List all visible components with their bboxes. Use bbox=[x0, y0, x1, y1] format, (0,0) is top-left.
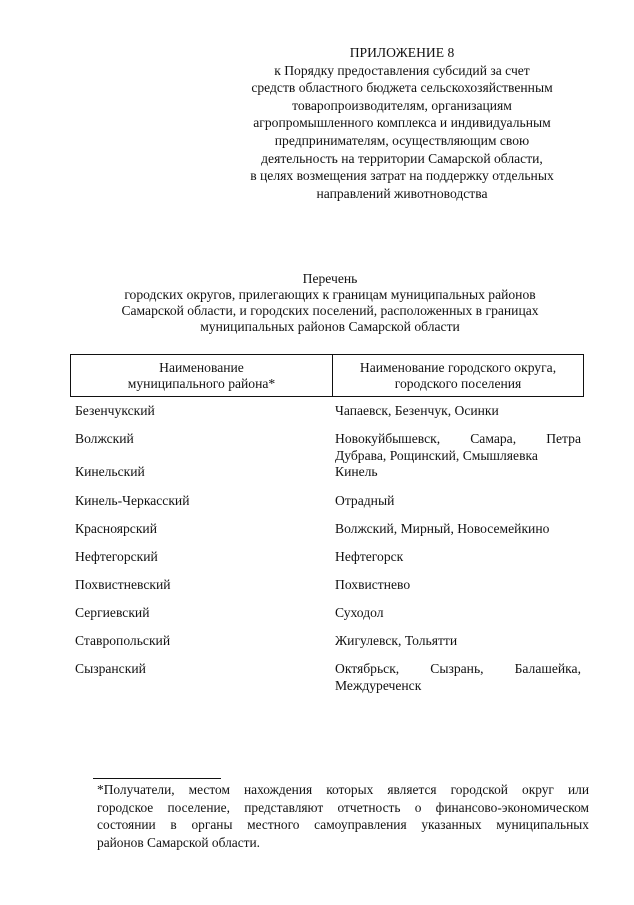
appendix-heading: ПРИЛОЖЕНИЕ 8 bbox=[349, 45, 455, 60]
appendix-block bbox=[228, 44, 576, 202]
cities-list: Новокуйбышевск, Самара, Петра Дубрава, Рощинский, Смышляевка bbox=[335, 431, 581, 463]
cities-list: Кинель bbox=[335, 464, 378, 479]
district-name: Безенчукский bbox=[75, 403, 155, 418]
district-name: Ставропольский bbox=[75, 633, 171, 648]
cities-list: Октябрьск, Сызрань, Балашейка, Междуреченск bbox=[335, 661, 581, 693]
cities-list: Отрадный bbox=[335, 493, 395, 508]
list-subtitle-line: Самарской области, и городских поселений, расположенных в границах bbox=[121, 303, 539, 318]
cities-list: Волжский, Мирный, Новосемейкино bbox=[335, 521, 550, 536]
district-name: Кинельский bbox=[75, 464, 145, 479]
district-name: Сызранский bbox=[75, 661, 146, 676]
header-cities-line: городского поселения bbox=[394, 375, 522, 391]
district-name: Нефтегорский bbox=[75, 549, 158, 564]
footnote-line: состоянии в органы местного самоуправления указанных муниципальных bbox=[97, 817, 589, 833]
district-name: Сергиевский bbox=[75, 605, 150, 620]
footnote-line: городское поселение, представляют отчетность о финансово-экономическом bbox=[97, 799, 589, 815]
district-name: Волжский bbox=[75, 431, 134, 446]
appendix-line: предпринимателям, осуществляющим свою bbox=[274, 132, 530, 148]
list-title-block bbox=[70, 271, 590, 335]
appendix-line: товаропроизводителям, организациям bbox=[292, 97, 512, 113]
table-header bbox=[70, 354, 584, 397]
footnote-line: *Получатели, местом нахождения которых является городской округ или bbox=[97, 782, 589, 797]
footnote-line: районов Самарской области. bbox=[97, 834, 261, 850]
cities-list: Похвистнево bbox=[335, 577, 411, 592]
list-title: Перечень bbox=[302, 271, 358, 286]
header-cities-line: Наименование городского округа, bbox=[359, 359, 557, 375]
header-cities bbox=[333, 355, 583, 396]
appendix-line: в целях возмещения затрат на поддержку отдельных bbox=[250, 168, 554, 184]
district-name: Похвистневский bbox=[75, 577, 171, 592]
list-subtitle-line: городских округов, прилегающих к границам муниципальных районов bbox=[124, 287, 536, 302]
cities-list: Суходол bbox=[335, 605, 384, 620]
header-district-line: Наименование bbox=[159, 359, 244, 375]
appendix-line: направлений животноводства bbox=[316, 185, 488, 201]
appendix-line: деятельность на территории Самарской области, bbox=[261, 150, 543, 166]
header-district bbox=[71, 355, 333, 396]
cities-list: Жигулевск, Тольятти bbox=[335, 633, 458, 648]
appendix-line: средств областного бюджета сельскохозяйственным bbox=[251, 80, 553, 96]
appendix-line: к Порядку предоставления субсидий за счет bbox=[274, 62, 530, 78]
list-subtitle-line: муниципальных районов Самарской области bbox=[200, 319, 460, 334]
cities-list: Нефтегорск bbox=[335, 549, 404, 564]
header-district-line: муниципального района* bbox=[127, 375, 276, 391]
footnote-divider bbox=[93, 778, 221, 779]
appendix-line: агропромышленного комплекса и индивидуальным bbox=[253, 115, 551, 131]
district-name: Красноярский bbox=[75, 521, 157, 536]
cities-list: Чапаевск, Безенчук, Осинки bbox=[335, 403, 499, 418]
district-name: Кинель-Черкасский bbox=[75, 493, 190, 508]
footnote bbox=[97, 781, 589, 851]
